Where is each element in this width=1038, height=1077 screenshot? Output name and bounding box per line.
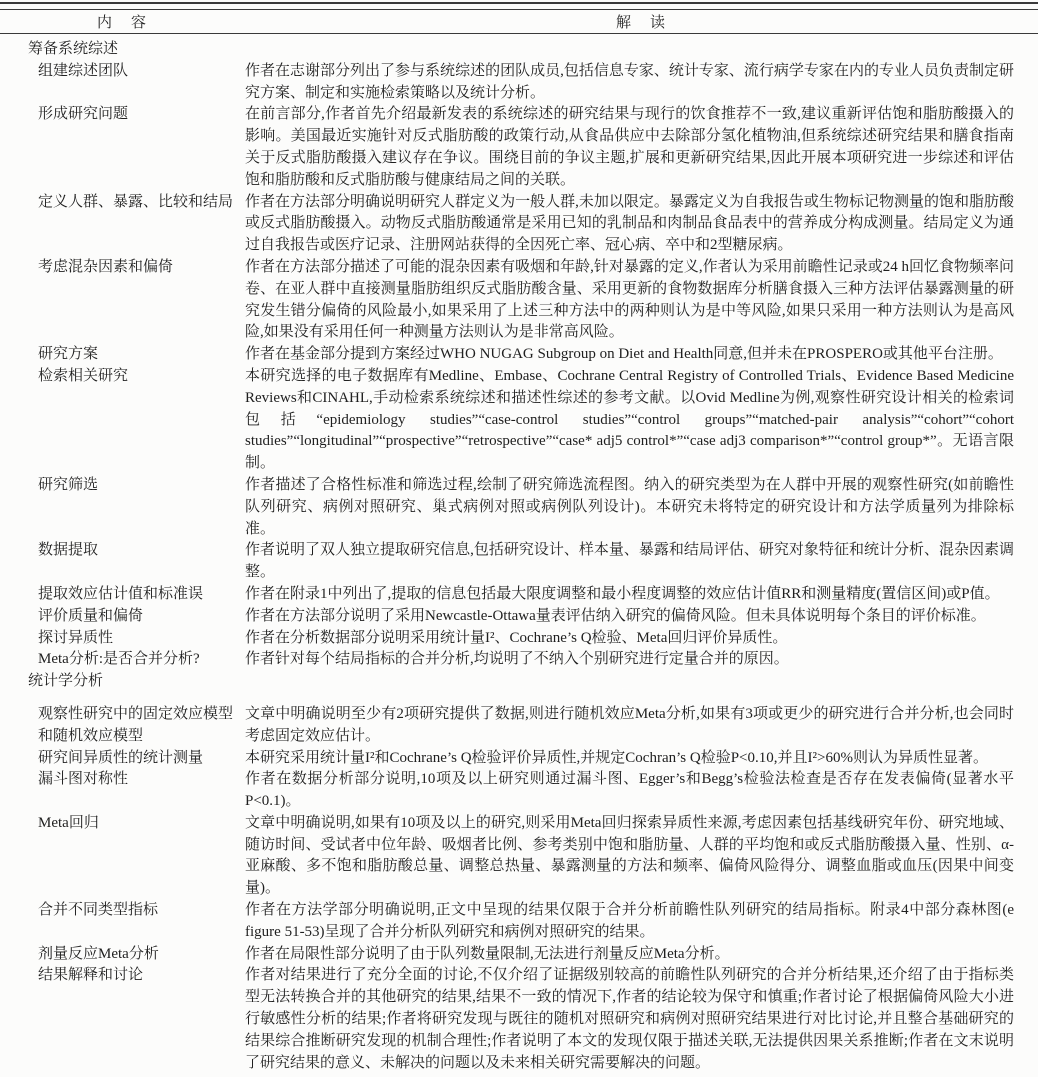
table-row bbox=[0, 965, 1038, 1074]
row-content: 作者在方法部分描述了可能的混杂因素有吸烟和年龄,针对暴露的定义,作者认为采用前瞻性记录或24 h回忆食物频率问卷、在亚人群中直接测量脂肪组织反式脂肪酸含量、采用更新的食物数据库分析膳食摄入三种方法评估暴露测量的研究发生错分偏倚的风险最小,如果采用了上述三种方法中的两种则认为是中等风险,如果只采用一种方法则认为是高风险,如果没有采用任何一种测量方法则认为是非常高风险。 bbox=[245, 258, 1014, 341]
table-row bbox=[0, 813, 1038, 900]
table-row bbox=[0, 257, 1038, 344]
appraisal-table bbox=[0, 2, 1038, 1077]
table-row bbox=[0, 344, 1038, 366]
table-row bbox=[0, 366, 1038, 475]
row-label: 合并不同类型指标 bbox=[38, 902, 159, 919]
row-label: 组建综述团队 bbox=[38, 62, 129, 79]
row-label: 研究方案 bbox=[38, 346, 99, 363]
table-row bbox=[0, 475, 1038, 540]
row-content: 在前言部分,作者首先介绍最新发表的系统综述的研究结果与现行的饮食推荐不一致,建议重新评估饱和脂肪酸摄入的影响。美国最近实施针对反式脂肪酸的政策行动,从食品供应中去除部分氢化植物油,但系统综述研究结果和膳食指南关于反式脂肪酸摄入建议存在争议。围绕目前的争议主题,扩展和更新研究结果,因此开展本项研究进一步综述和评估饱和脂肪酸和反式脂肪酸与健康结局之间的关联。 bbox=[245, 106, 1014, 188]
row-label: 漏斗图对称性 bbox=[38, 771, 129, 788]
row-content: 作者在局限性部分说明了由于队列数量限制,无法进行剂量反应Meta分析。 bbox=[245, 945, 730, 962]
row-content: 作者在方法学部分明确说明,正文中呈现的结果仅限于合并分析前瞻性队列研究的结局指标。附录4中部分森林图(e figure 51-53)呈现了合并分析队列研究和病例对照研究的结果。 bbox=[245, 902, 1014, 940]
row-label: 研究筛选 bbox=[38, 476, 99, 493]
row-label: 评价质量和偏倚 bbox=[38, 607, 144, 624]
row-label: 数据提取 bbox=[38, 542, 99, 559]
section-row bbox=[0, 39, 1038, 61]
row-content: 本研究采用统计量I²和Cochrane’s Q检验评价异质性,并规定Cochran’s Q检验P<0.10,并且I²>60%则认为异质性显著。 bbox=[245, 749, 988, 766]
section-label: 筹备系统综述 bbox=[28, 41, 119, 57]
table-row bbox=[0, 584, 1038, 606]
table-row bbox=[0, 944, 1038, 966]
row-content: 作者在志谢部分列出了参与系统综述的团队成员,包括信息专家、统计专家、流行病学专家在内的专业人员负责制定研究方案、制定和实施检索策略以及统计分析。 bbox=[245, 62, 1014, 101]
row-content: 作者对结果进行了充分全面的讨论,不仅介绍了证据级别较高的前瞻性队列研究的合并分析结果,还介绍了由于指标类型无法转换合并的其他研究的结果,结果不一致的情况下,作者的结论较为保守和慎重;作者讨论了根据偏倚风险大小进行敏感性分析的结果;作者将研究发现与既往的随机对照研究和病例对照研究结果进行对比讨论,并且整合基础研究的结果综合推断研究发现的机制合理性;作者说明了本文的发现仅限于描述关联,无法提供因果关系推断;作者在文末说明了研究结果的意义、未解决的问题以及未来相关研究需要解决的问题。 bbox=[245, 967, 1014, 1071]
header-col-content: 内 容 bbox=[96, 15, 148, 31]
row-label: 观察性研究中的固定效应模型和随机效应模型 bbox=[38, 705, 234, 744]
table-row bbox=[0, 192, 1038, 257]
section-label: 统计学分析 bbox=[28, 673, 104, 690]
row-content: 作者说明了双人独立提取研究信息,包括研究设计、样本量、暴露和结局评估、研究对象特征和统计分析、混杂因素调整。 bbox=[245, 542, 1014, 581]
table-header-row bbox=[0, 10, 1038, 33]
row-label: 探讨异质性 bbox=[38, 629, 114, 646]
table-row bbox=[0, 540, 1038, 584]
table-body bbox=[0, 34, 1038, 1074]
row-label: 研究间异质性的统计测量 bbox=[38, 749, 204, 766]
row-label: 结果解释和讨论 bbox=[38, 967, 144, 984]
table-row bbox=[0, 628, 1038, 650]
table-row bbox=[0, 704, 1038, 748]
table-row bbox=[0, 900, 1038, 944]
row-content: 本研究选择的电子数据库有Medline、Embase、Cochrane Central Registry of Controlled Trials、Evidence Based Medicine Reviews和CINAHL,手动检索系统综述和描述性综述的参考文献。以Ovid Medline为例,观察性研究设计相关的检索词包括“epidemiology studies”“case-control studies”“control groups”“matched-pair analysis”“cohort”“cohort studies”“longitudinal”“prospective”“retrospective”“case* adj5 control*”“case adj3 comparison*”“control group*”。无语言限制。 bbox=[245, 367, 1014, 472]
row-content: 文章中明确说明至少有2项研究提供了数据,则进行随机效应Meta分析,如果有3项或更少的研究进行合并分析,也会同时考虑固定效应估计。 bbox=[245, 705, 1014, 744]
row-content: 作者在方法部分说明了采用Newcastle-Ottawa量表评估纳入研究的偏倚风险。但未具体说明每个条目的评价标准。 bbox=[245, 607, 986, 624]
row-label: 考虑混杂因素和偏倚 bbox=[38, 258, 174, 275]
row-content: 作者在方法部分明确说明研究人群定义为一般人群,未加以限定。暴露定义为自我报告或生物标记物测量的饱和脂肪酸或反式脂肪酸摄入。动物反式脂肪酸通常是采用已知的乳制品和肉制品食品表中的营养成分构成测量。结局定义为通过自我报告或医疗记录、注册网站获得的全因死亡率、冠心病、卒中和2型糖尿病。 bbox=[245, 193, 1014, 254]
row-label: 提取效应估计值和标准误 bbox=[38, 585, 204, 602]
row-content: 作者在分析数据部分说明采用统计量I²、Cochrane’s Q检验、Meta回归评价异质性。 bbox=[245, 629, 788, 646]
row-content: 作者在数据分析部分说明,10项及以上研究则通过漏斗图、Egger’s和Begg’s检验法检查是否存在发表偏倚(显著水平P<0.1)。 bbox=[245, 771, 1014, 810]
row-content: 作者描述了合格性标准和筛选过程,绘制了研究筛选流程图。纳入的研究类型为在人群中开展的观察性研究(如前瞻性队列研究、病例对照研究、巢式病例对照或病例队列设计)。本研究未将特定的研究设计和方法学质量列为排除标准。 bbox=[245, 476, 1014, 537]
table-row bbox=[0, 61, 1038, 105]
row-label: 剂量反应Meta分析 bbox=[38, 945, 159, 962]
row-label: 定义人群、暴露、比较和结局 bbox=[38, 193, 234, 210]
row-label: 形成研究问题 bbox=[38, 106, 129, 123]
table-row bbox=[0, 606, 1038, 628]
row-content: 作者针对每个结局指标的合并分析,均说明了不纳入个别研究进行定量合并的原因。 bbox=[245, 651, 789, 668]
row-label: 检索相关研究 bbox=[38, 367, 129, 384]
row-content: 作者在附录1中列出了,提取的信息包括最大限度调整和最小程度调整的效应估计值RR和测量精度(置信区间)或P值。 bbox=[245, 585, 1000, 602]
section-row bbox=[0, 671, 1038, 693]
table-top-double-rule bbox=[0, 2, 1038, 10]
row-label: Meta回归 bbox=[38, 814, 99, 831]
row-content: 文章中明确说明,如果有10项及以上的研究,则采用Meta回归探索异质性来源,考虑因素包括基线研究年份、研究地域、随访时间、受试者中位年龄、吸烟者比例、参考类别中饱和脂肪量、人群的平均饱和或反式脂肪酸摄入量、性别、α-亚麻酸、多不饱和脂肪酸总量、调整总热量、暴露测量的方法和频率、偏倚风险得分、调整血脂或血压(因果中间变量)。 bbox=[245, 814, 1014, 897]
header-col-interpretation: 解 读 bbox=[615, 15, 667, 31]
table-row bbox=[0, 769, 1038, 813]
row-label: Meta分析:是否合并分析? bbox=[38, 651, 200, 668]
table-row bbox=[0, 748, 1038, 770]
row-content: 作者在基金部分提到方案经过WHO NUGAG Subgroup on Diet and Health同意,但并未在PROSPERO或其他平台注册。 bbox=[245, 346, 1003, 363]
table-row bbox=[0, 104, 1038, 191]
table-row bbox=[0, 649, 1038, 671]
